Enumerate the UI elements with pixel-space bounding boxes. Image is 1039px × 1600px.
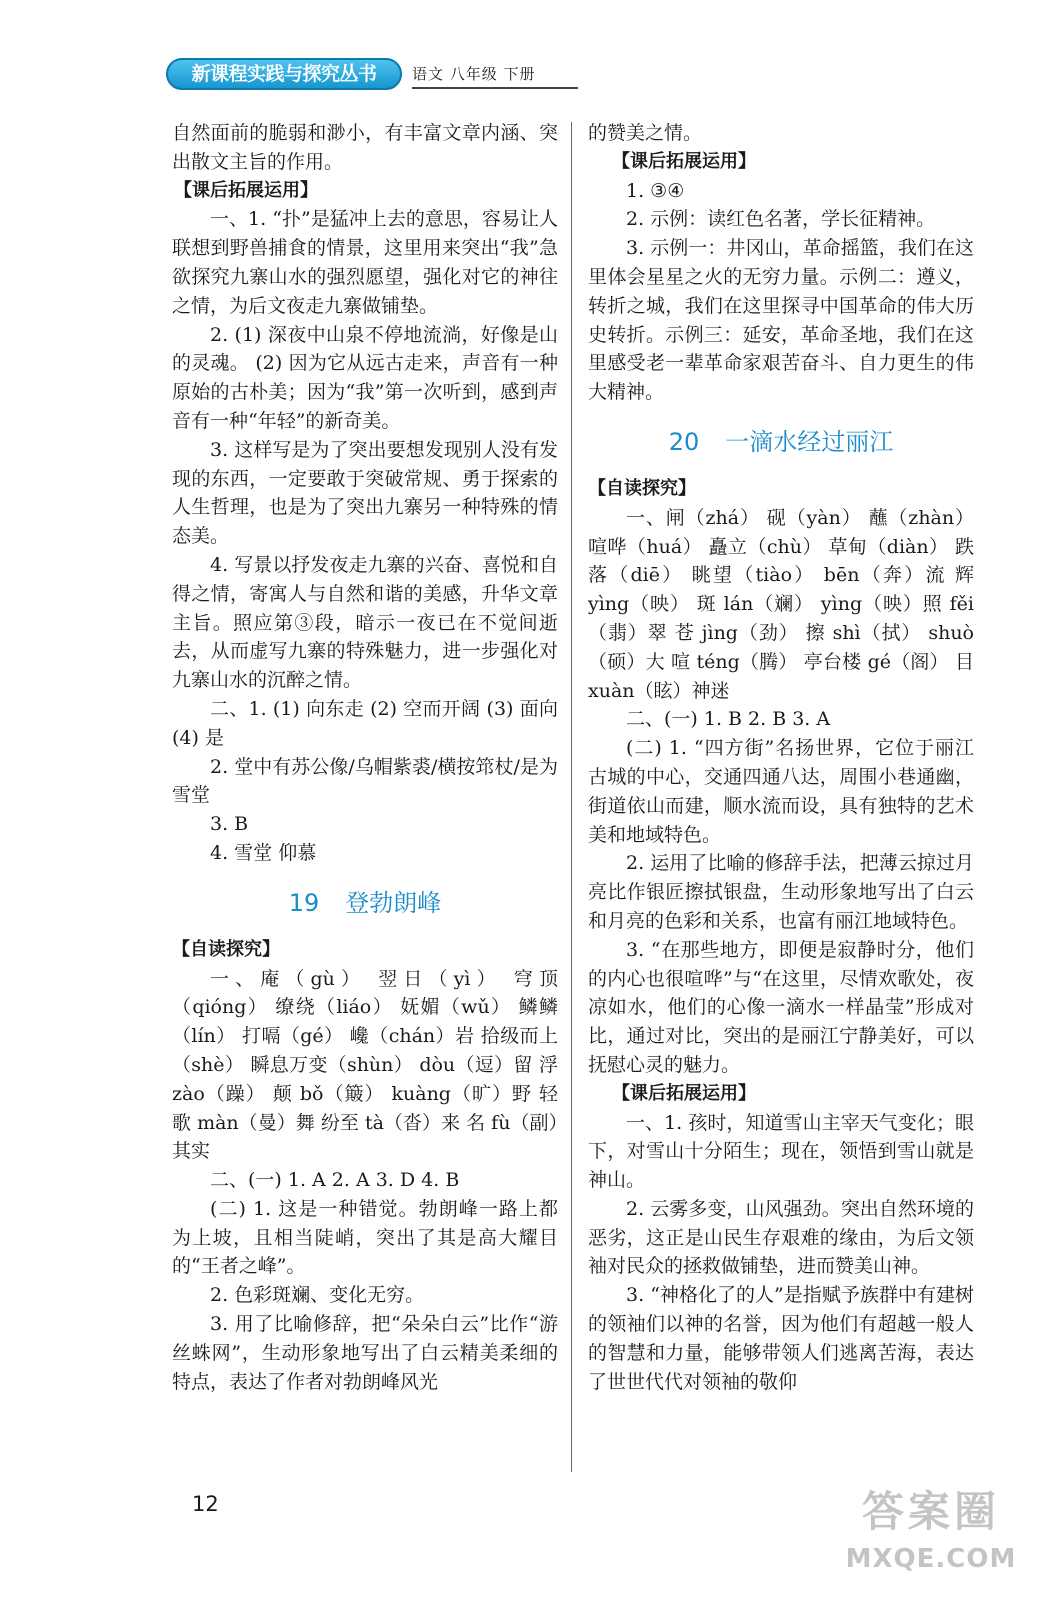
section-heading: 【自读探究】 (588, 477, 696, 499)
lesson-number: 19 (288, 888, 320, 917)
left-column (172, 119, 558, 1396)
paragraph: 2. (1) 深夜中山泉不停地流淌，好像是山的灵魂。 (2) 因为它从远古走来，声音有一种原始的古朴美；因为“我”第一次听到，感到声音有一种“年轻”的新奇美。 (172, 323, 558, 432)
watermark-logo (842, 1480, 1020, 1590)
lesson-title: 登勃朗峰 (345, 888, 442, 917)
paragraph: 3. 用了比喻修辞，把“朵朵白云”比作“游丝蛛网”，生动形象地写出了白云精美柔细的特点，表达了作者对勃朗峰风光 (172, 1313, 558, 1393)
paragraph: (二) 1. 这是一种错觉。勃朗峰一路上都为上坡，且相当陡峭，突出了其是高大耀目的“王者之峰”。 (172, 1197, 558, 1278)
paragraph: 2. 运用了比喻的修辞手法，把薄云掠过月亮比作银匠擦拭银盘，生动形象地写出了白云和月亮的色彩和关系，也富有丽江地域特色。 (588, 852, 974, 932)
paragraph: 一、1. 孩时，知道雪山主宰天气变化；眼下，对雪山十分陌生；现在，领悟到雪山就是神山。 (588, 1111, 974, 1192)
paragraph: (二) 1. “四方街”名扬世界，它位于丽江古城的中心，交通四通八达，周围小巷通幽，街道依山而建，顺水流而设，具有独特的艺术美和地域特色。 (588, 737, 974, 846)
section-heading: 【课后拓展运用】 (612, 150, 756, 172)
paragraph: 二、(一) 1. A 2. A 3. D 4. B (210, 1169, 460, 1192)
paragraph: 二、(一) 1. B 2. B 3. A (626, 708, 831, 731)
column-divider (571, 122, 572, 1472)
watermark-title: 答案圈 (861, 1487, 1000, 1536)
series-title-banner: 新课程实践与探究丛书 (166, 58, 402, 90)
paragraph: 3. 这样写是为了突出要想发现别人没有发现的东西，一定要敢于突破常规、勇于探索的人生哲理，也是为了突出九寨另一种特殊的情态美。 (172, 438, 558, 548)
subject-label: 语文 八年级 下册 (412, 65, 536, 83)
paragraph: 2. 示例：读红色名著，学长征精神。 (626, 208, 936, 231)
paragraph: 自然面前的脆弱和渺小，有丰富文章内涵、突出散文主旨的作用。 (172, 122, 558, 173)
paragraph: 一、庵（gù） 翌日（yì） 穹顶（qióng） 缭绕（liáo） 妩媚（wǔ） 鳞鳞（lín） 打嗝（gé） 巉（chán）岩 拾级而上（shè） 瞬息万变（shùn） dòu（逗）留 浮 zào（躁） 颠 bǒ（簸） kuàng（旷）野 轻歌 màn（曼）舞 纷至 tà（沓）来 名 fù（副）其实 (172, 967, 558, 1163)
page-header (166, 58, 578, 92)
paragraph: 一、闸（zhá） 砚（yàn） 蘸（zhàn） 喧哗（huá） 矗立（chù） 草甸（diàn） 跌落（diē） 眺望（tiào） bēn（奔）流 辉 yìng（映） 斑 lán（斓） yìng（映）照 fěi（翡）翠 苍 jìng（劲） 擦 shì（拭） shuò（硕）大 喧 téng（腾） 亭台楼 gé（阁） 目 xuàn（眩）神迷 (588, 506, 974, 702)
paragraph: 3. B (210, 813, 249, 836)
right-column (588, 119, 974, 1396)
paragraph: 3. “神格化了的人”是指赋予族群中有建树的领袖们以神的名誉，因为他们有超越一般人的智慧和力量，能够带领人们逃离苦海，表达了世世代代对领袖的敬仰 (588, 1284, 974, 1393)
lesson-heading (172, 874, 558, 932)
paragraph: 1. ③④ (626, 179, 685, 202)
paragraph: 2. 色彩斑斓、变化无穷。 (210, 1284, 425, 1307)
paragraph: 2. 云雾多变，山风强劲。突出自然环境的恶劣，这正是山民生存艰难的缘由，为后文领袖对民众的拯救做铺垫，进而赞美山神。 (588, 1197, 974, 1278)
paragraph: 的赞美之情。 (588, 122, 703, 144)
paragraph: 二、1. (1) 向东走 (2) 空而开阔 (3) 面向 (4) 是 (172, 697, 558, 749)
paragraph: 4. 写景以抒发夜走九寨的兴奋、喜悦和自得之情，寄寓人与自然和谐的美感，升华文章主旨。照应第③段，暗示一夜已在不觉间逝去，从而虚写九寨的特殊魅力，进一步强化对九寨山水的沉醉之情。 (172, 553, 558, 692)
paragraph: 3. “在那些地方，即便是寂静时分，他们的内心也很喧哗”与“在这里，尽情欢歌处，夜凉如水，他们的心像一滴水一样晶莹”形成对比，通过对比，突出的是丽江宁静美好，可以抚慰心灵的魅力。 (588, 938, 974, 1076)
section-heading: 【自读探究】 (172, 938, 280, 960)
lesson-number: 20 (668, 427, 700, 456)
paragraph: 2. 堂中有苏公像/乌帽紫裘/横按筇杖/是为雪堂 (172, 755, 558, 807)
page-number: 12 (192, 1492, 219, 1516)
lesson-heading (588, 413, 974, 471)
header-rule (412, 87, 578, 89)
section-heading: 【课后拓展运用】 (174, 179, 318, 201)
section-heading: 【课后拓展运用】 (612, 1082, 756, 1104)
watermark-url: MXQE.COM (845, 1544, 1017, 1574)
paragraph: 一、1. “扑”是猛冲上去的意思，容易让人联想到野兽捕食的情景，这里用来突出“我”急欲探究九寨山水的强烈愿望，强化对它的神往之情，为后文夜走九寨做铺垫。 (172, 208, 558, 317)
paragraph: 3. 示例一：井冈山，革命摇篮，我们在这里体会星星之火的无穷力量。示例二：遵义，转折之城，我们在这里探寻中国革命的伟大历史转折。示例三：延安，革命圣地，我们在这里感受老一辈革命家艰苦奋斗、自力更生的伟大精神。 (588, 237, 974, 404)
paragraph: 4. 雪堂 仰慕 (210, 841, 317, 864)
lesson-title: 一滴水经过丽江 (725, 427, 894, 456)
